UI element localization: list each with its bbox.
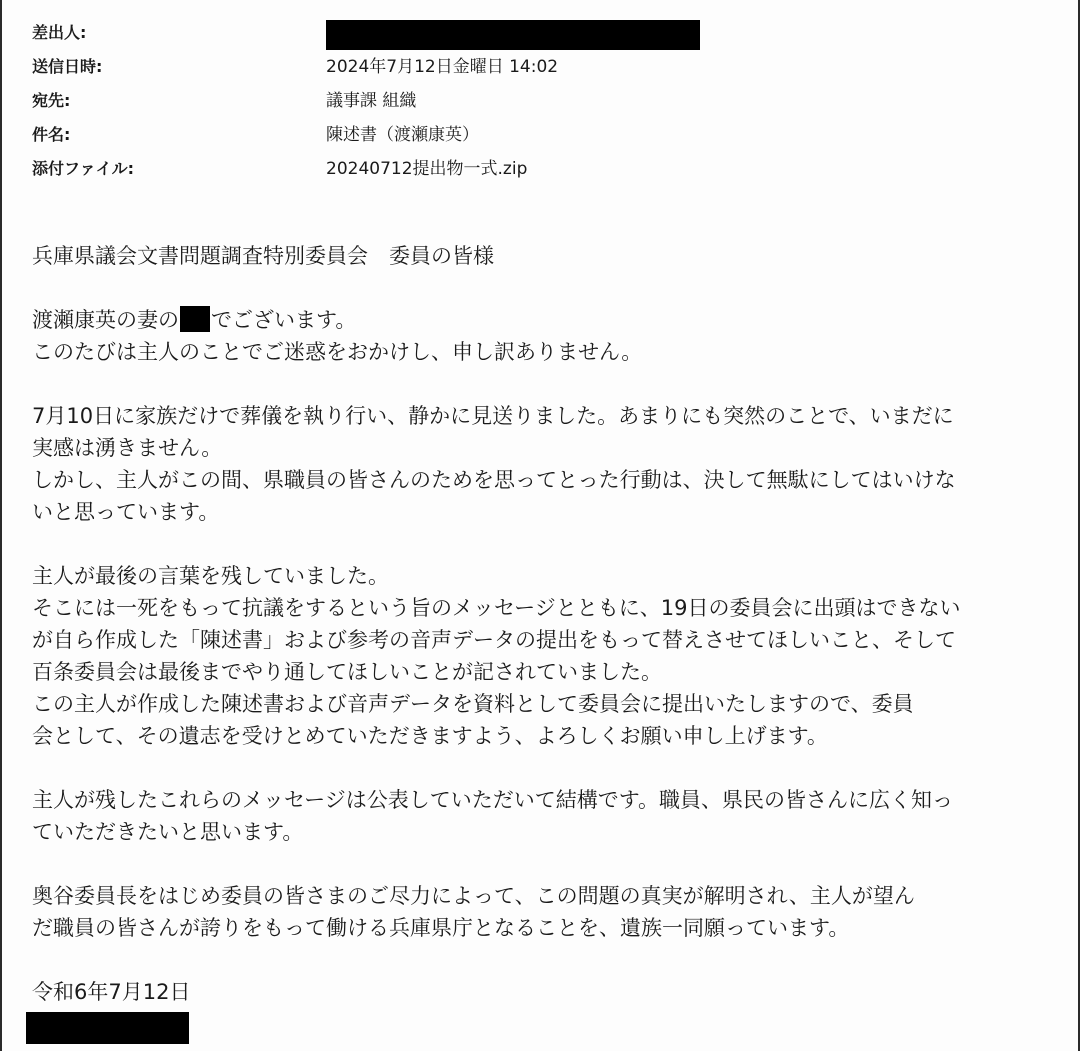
publication-line-1: 主人が残したこれらのメッセージは公表していただいて結構です。職員、県民の皆さんに広く知っ [32,788,954,812]
sent-row [32,50,1032,84]
email-header [32,16,1032,186]
to-value: 議事課 組織 [326,91,417,111]
to-label: 宛先: [32,91,71,110]
last-words-line-4: 百条委員会は最後までやり通してほしいことが記されていました。 [32,660,662,684]
attachment-row [32,152,1032,186]
date-paragraph [32,976,1042,1008]
paragraph-funeral [32,400,1042,528]
funeral-line-2: 実感は湧きません。 [32,436,223,460]
funeral-line-3: しかし、主人がこの間、県職員の皆さんのためを思ってとった行動は、決して無駄にしてはいけな [32,468,956,492]
intro-line-2: このたびは主人のことでご迷惑をおかけし、申し訳ありません。 [32,340,643,364]
last-words-line-3: が自ら作成した「陳述書」および参考の音声データの提出をもって替えさせてほしいこと、そして [32,628,956,652]
sender-label: 差出人: [32,23,87,42]
sent-label: 送信日時: [32,57,103,76]
sender-row [32,16,1032,50]
subject-value: 陳述書（渡瀬康英） [326,125,479,145]
subject-row [32,118,1032,152]
redacted-name [180,306,210,332]
to-row [32,84,1032,118]
paragraph-publication [32,784,1042,848]
paragraph-intro [32,304,1042,368]
intro-line-1a: 渡瀬康英の妻の [32,308,179,332]
paragraph-last-words [32,560,1042,752]
letter-date: 令和6年7月12日 [32,980,191,1004]
greeting-paragraph [32,240,1042,272]
greeting-line: 兵庫県議会文書問題調査特別委員会 委員の皆様 [32,244,494,268]
attachment-label: 添付ファイル: [32,159,135,178]
attachment-value: 20240712提出物一式.zip [326,159,528,179]
closing-line-1: 奥谷委員長をはじめ委員の皆さまのご尽力によって、この問題の真実が解明され、主人が望ん [32,884,915,908]
last-words-line-6: 会として、その遺志を受けとめていただきますよう、よろしくお願い申し上げます。 [32,724,828,748]
paragraph-closing [32,880,1042,944]
sent-value: 2024年7月12日金曜日 14:02 [326,57,559,77]
intro-line-1 [32,304,1042,336]
closing-line-2: だ職員の皆さんが誇りをもって働ける兵庫県庁となることを、遺族一同願っています。 [32,916,850,940]
last-words-line-1: 主人が最後の言葉を残していました。 [32,564,389,588]
last-words-line-5: この主人が作成した陳述書および音声データを資料として委員会に提出いたしますので、委員 [32,692,914,716]
subject-label: 件名: [32,125,71,144]
funeral-line-1: 7月10日に家族だけで葬儀を執り行い、静かに見送りました。あまりにも突然のことで、いまだに [32,404,954,428]
letter-body [32,240,1042,1040]
intro-line-1b: でございます。 [211,308,357,332]
redacted-sender [326,20,700,50]
funeral-line-4: いと思っています。 [32,500,220,524]
redacted-signature [26,1012,189,1044]
publication-line-2: ていただきたいと思います。 [32,820,304,844]
last-words-line-2: そこには一死をもって抗議をするという旨のメッセージとともに、19日の委員会に出頭はできない [32,596,961,620]
